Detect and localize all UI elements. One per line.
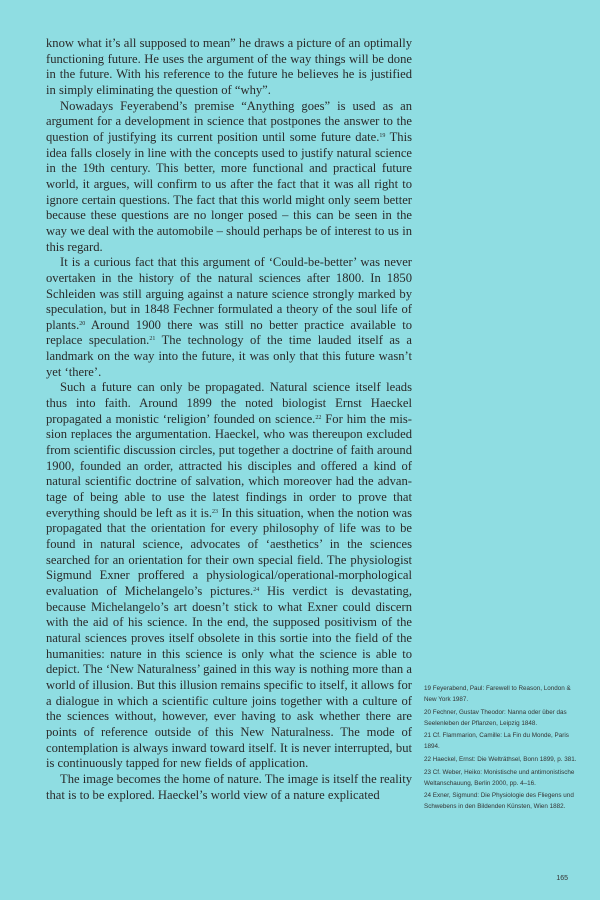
footnote-ref: 21 — [149, 336, 156, 343]
text-run: Nowadays Feyerabend’s premise “Anything goes” is used as an argument for a development in science that postpones the answer to the question of justifying its current position until some future date. — [46, 98, 412, 144]
text-run: It is a curious fact that this argument of ‘Could-be-better’ was never overtaken in the history of the natural sciences after 1800. In 1850 Schleiden was still arguing against a nature science strongly marked by speculation, but in 1848 Fechner formulated a theory of the soul life of plants. — [46, 255, 412, 332]
text-run: Such a future can only be propagated. Natural science itself leads thus into faith. Around 1899 the noted biologist Ernst Haeckel propagated a monistic ‘religion’ founded on science. — [46, 380, 412, 426]
footnote: 23 Cf. Weber, Heiko: Monistische und antimonistische Weltanschauung, Berlin 2000, pp. 4–16. — [424, 768, 575, 787]
page-number: 165 — [556, 875, 568, 882]
footnotes — [424, 683, 584, 814]
paragraph — [46, 36, 412, 99]
footnote-ref: 23 — [212, 508, 219, 515]
text-run: The image becomes the home of nature. The image is itself the reality that is to be explored. Haeckel’s world view of a nature explicated — [46, 771, 412, 802]
text-run: know what it’s all supposed to mean” he draws a picture of an optimally functioning future. He uses the argument of the way things will be done in the future. With his reference to the future he believes he is justified in simply eliminating the question of “why”. — [46, 36, 412, 97]
text-run: In this situation, when the notion was propagated that the orientation for every philosophy of life was to be found in natural science, advocates of ‘aesthetics’ in the sciences searched for an orientation for their own special field. The physiologist Sigmund Exner proffered a physiological/operational-morphological evaluation of Michelangelo’s pictures. — [46, 505, 412, 598]
footnote-ref: 22 — [315, 414, 322, 421]
footnote: 21 Cf. Flammarion, Camille: La Fin du Monde, Paris 1894. — [424, 732, 569, 751]
paragraph — [46, 99, 412, 256]
footnote-ref: 24 — [253, 586, 260, 593]
footnote-ref: 19 — [379, 132, 386, 139]
text-run: This idea falls closely in line with the concepts used to justify natural science in the 19th century. This better, more functional and practical future world, it argues, will confirm to us after the fact that it was all right to ignore certain questions. The fact that this world might only seem better because these questions are no longer posed – this can be seen in the way we deal with the automobile – should perhaps be of interest to us in this regard. — [46, 129, 413, 254]
text-run: The technology of the time lauded itself as a landmark on the way into the future, it was only that this future wasn’t yet ‘there’. — [46, 333, 412, 379]
footnote: 20 Fechner, Gustav Theodor: Nanna oder über das Seelenleben der Pflanzen, Leipzig 1848. — [424, 708, 567, 727]
text-run: His verdict is devastating, because Michelangelo’s art doesn’t stick to what Exner could discern with the aid of his science. In the end, the supposed positivism of the natural sciences proves itself obsolete in this sortie into the field of the humanities: nature in this science is only what the science is able to depict. The ‘New Naturalness’ gained in this way is nothing more than a world of illusion. But this illusion remains specific to itself, it allows for a dialogue in which a scientific culture joins together with a culture of the sciences without, however, ever having to ask whether there are points of reference outside of this New Naturalness. The mode of contemplation is always inward toward itself. It is never interrupted, but is continuously tapped for new fields of application. — [46, 583, 412, 771]
footnote-ref: 20 — [79, 320, 86, 327]
paragraph — [46, 772, 412, 803]
text-run: For him the mission replaces the argumentation. Haeckel, who was thereupon excluded from scientific discussion circles, put together a doctrine of faith around 1900, founded an order, attracted his disciples and offered a kind of natural scientific doctrine of salvation, which moreover had the advantage of being able to use the latest findings in order to prove that everything should be left as it is. — [46, 411, 412, 520]
text-run: Around 1900 there was still no better practice available to replace speculation. — [46, 317, 412, 348]
body-text — [46, 36, 412, 803]
paragraph — [46, 255, 412, 380]
footnote: 19 Feyerabend, Paul: Farewell to Reason, London & New York 1987. — [424, 685, 571, 704]
paragraph — [46, 380, 412, 771]
footnote: 24 Exner, Sigmund: Die Physiologie des Fliegens und Schwebens in den Bildenden Künsten, Wien 1882. — [424, 792, 574, 811]
footnote: 22 Haeckel, Ernst: Die Welträthsel, Bonn 1899, p. 381. — [424, 756, 577, 764]
